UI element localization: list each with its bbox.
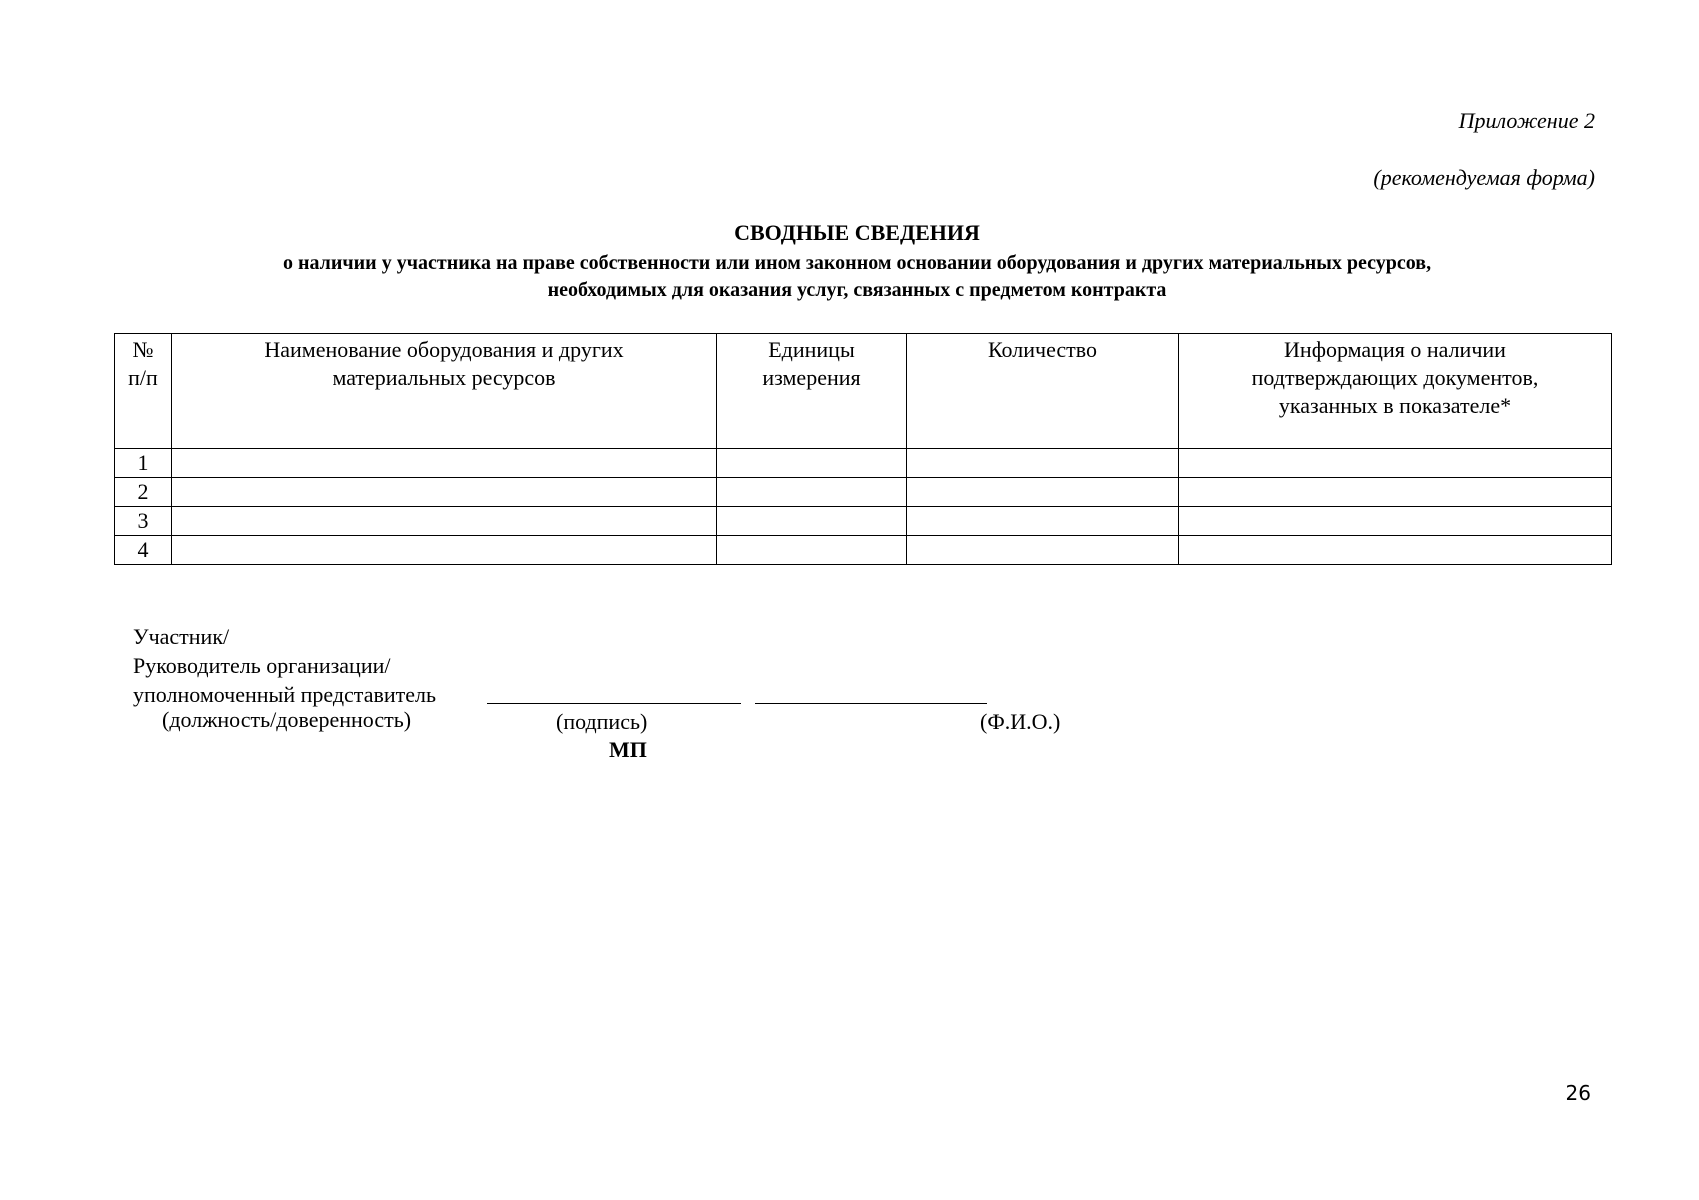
table-row: [115, 507, 1612, 536]
fio-caption: (Ф.И.О.): [980, 709, 1061, 734]
document-title: СВОДНЫЕ СВЕДЕНИЯ: [734, 220, 980, 245]
column-header-quantity: [907, 334, 1179, 449]
column-header-number: [115, 334, 172, 449]
name-cell[interactable]: [172, 507, 717, 536]
name-cell[interactable]: [172, 449, 717, 478]
column-header-name: [172, 334, 717, 449]
row-number-cell: 2: [115, 478, 172, 507]
name-cell[interactable]: [172, 478, 717, 507]
header-line: Единицы: [768, 337, 855, 362]
table-row: [115, 478, 1612, 507]
document-subtitle: [117, 250, 1597, 304]
header-line: указанных в показателе*: [1278, 393, 1512, 418]
unit-cell[interactable]: [717, 449, 907, 478]
row-number-cell: 3: [115, 507, 172, 536]
column-header-documents: [1179, 334, 1612, 449]
column-header-unit: [717, 334, 907, 449]
table-row: [115, 449, 1612, 478]
quantity-cell[interactable]: [907, 449, 1179, 478]
quantity-cell[interactable]: [907, 478, 1179, 507]
table-header-row: [115, 334, 1612, 449]
unit-cell[interactable]: [717, 478, 907, 507]
resources-table: [114, 333, 1612, 565]
documents-cell[interactable]: [1179, 449, 1612, 478]
header-line: Наименование оборудования и других: [264, 337, 624, 362]
header-line: №: [132, 337, 154, 362]
header-line: Количество: [987, 337, 1098, 362]
header-line: измерения: [762, 365, 861, 390]
header-line: п/п: [128, 365, 158, 390]
row-number-cell: 1: [115, 449, 172, 478]
documents-cell[interactable]: [1179, 507, 1612, 536]
header-line: подтверждающих документов,: [1251, 365, 1539, 390]
documents-cell[interactable]: [1179, 478, 1612, 507]
table-row: [115, 536, 1612, 565]
signatory-block: [133, 622, 436, 709]
form-type-label: (рекомендуемая форма): [1373, 165, 1595, 190]
appendix-label: Приложение 2: [1458, 108, 1595, 133]
signatory-line-representative: уполномоченный представитель: [133, 682, 437, 707]
signatory-line-participant: Участник/: [133, 624, 230, 649]
subtitle-line-2: необходимых для оказания услуг, связанных с предметом контракта: [547, 279, 1167, 301]
quantity-cell[interactable]: [907, 507, 1179, 536]
quantity-cell[interactable]: [907, 536, 1179, 565]
name-cell[interactable]: [172, 536, 717, 565]
documents-cell[interactable]: [1179, 536, 1612, 565]
fio-field-line[interactable]: [755, 703, 987, 704]
page-number: 26: [1565, 1081, 1591, 1105]
row-number-cell: 4: [115, 536, 172, 565]
header-line: Информация о наличии: [1284, 337, 1506, 362]
signature-field-line[interactable]: [487, 703, 741, 704]
header-line: материальных ресурсов: [332, 365, 556, 390]
subtitle-line-1: о наличии у участника на праве собственности или ином законном основании оборудования и других материальных ресурсов,: [282, 252, 1432, 274]
unit-cell[interactable]: [717, 507, 907, 536]
signatory-line-head: Руководитель организации/: [133, 653, 391, 678]
unit-cell[interactable]: [717, 536, 907, 565]
stamp-label: МП: [609, 737, 647, 762]
signature-caption: (подпись): [556, 709, 648, 734]
position-caption: (должность/доверенность): [162, 707, 412, 732]
